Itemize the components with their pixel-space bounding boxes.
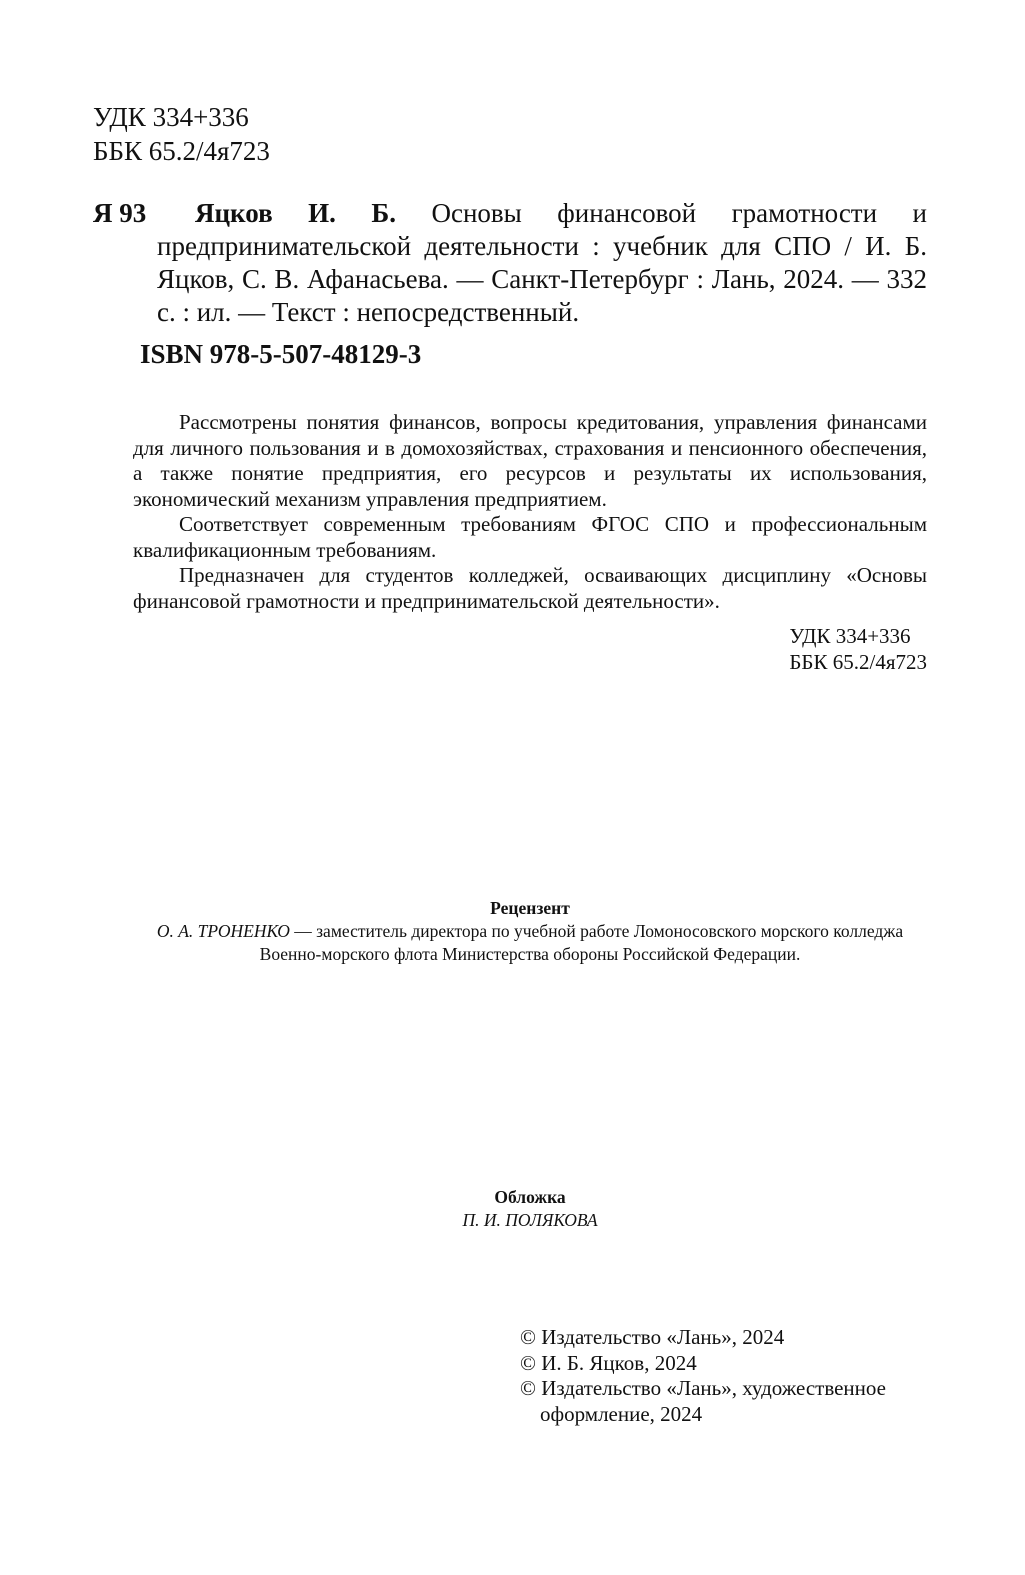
- annotation-classification: [789, 624, 927, 675]
- catalog-mark: Я 93: [93, 198, 147, 228]
- annotation-paragraph: Соответствует современным требованиям ФГОС СПО и профессиональным квалификационным требованиям.: [133, 512, 927, 562]
- copyright-line: © Издательство «Лань», 2024: [520, 1325, 785, 1349]
- reviewer-name: О. А. ТРОНЕНКО: [156, 921, 290, 941]
- cover-designer: П. И. ПОЛЯКОВА: [462, 1210, 598, 1230]
- copyright-line: © Издательство «Лань», художественное оформление, 2024: [520, 1376, 886, 1426]
- annotation-paragraph: Предназначен для студентов колледжей, осваивающих дисциплину «Основы финансовой грамотности и предпринимательской деятельности».: [133, 563, 927, 613]
- copyright-line: © И. Б. Яцков, 2024: [520, 1350, 697, 1375]
- description-text: Основы финансовой грамотности и предпринимательской деятельности : учебник для СПО / И. Б. Яцков, С. В. Афанасьева. — Санкт-Петербург : Лань, 2024. — 332 с. : ил. — Текст : непосредственный.: [157, 198, 927, 327]
- author-heading: Яцков И. Б.: [195, 198, 396, 228]
- udk-code: УДК 334+336: [93, 102, 249, 132]
- cover-block: [133, 1186, 927, 1232]
- bbk-code: ББК 65.2/4я723: [789, 649, 927, 674]
- top-classification: [93, 100, 270, 168]
- udk-code: УДК 334+336: [789, 624, 911, 648]
- reviewer-description: — заместитель директора по учебной работе Ломоносовского морского колледжа Военно-морского флота Министерства обороны Российской Федерации.: [259, 921, 904, 964]
- reviewer-heading: Рецензент: [490, 898, 570, 918]
- isbn: ISBN 978-5-507-48129-3: [140, 339, 422, 369]
- cover-heading: Обложка: [494, 1187, 566, 1207]
- copyright-block: [520, 1325, 925, 1427]
- reviewer-block: [133, 897, 927, 966]
- reviewer-info: [133, 920, 927, 966]
- annotation-paragraph: Рассмотрены понятия финансов, вопросы кредитования, управления финансами для личного пользования и в домохозяйствах, страхования и пенсионного обеспечения, а также понятие предприятия, его ресурсов и результаты их использования, экономический механизм управления предприятием.: [133, 410, 927, 511]
- annotation: [133, 410, 927, 614]
- bbk-code: ББК 65.2/4я723: [93, 136, 270, 166]
- bibliographic-description: [157, 197, 927, 329]
